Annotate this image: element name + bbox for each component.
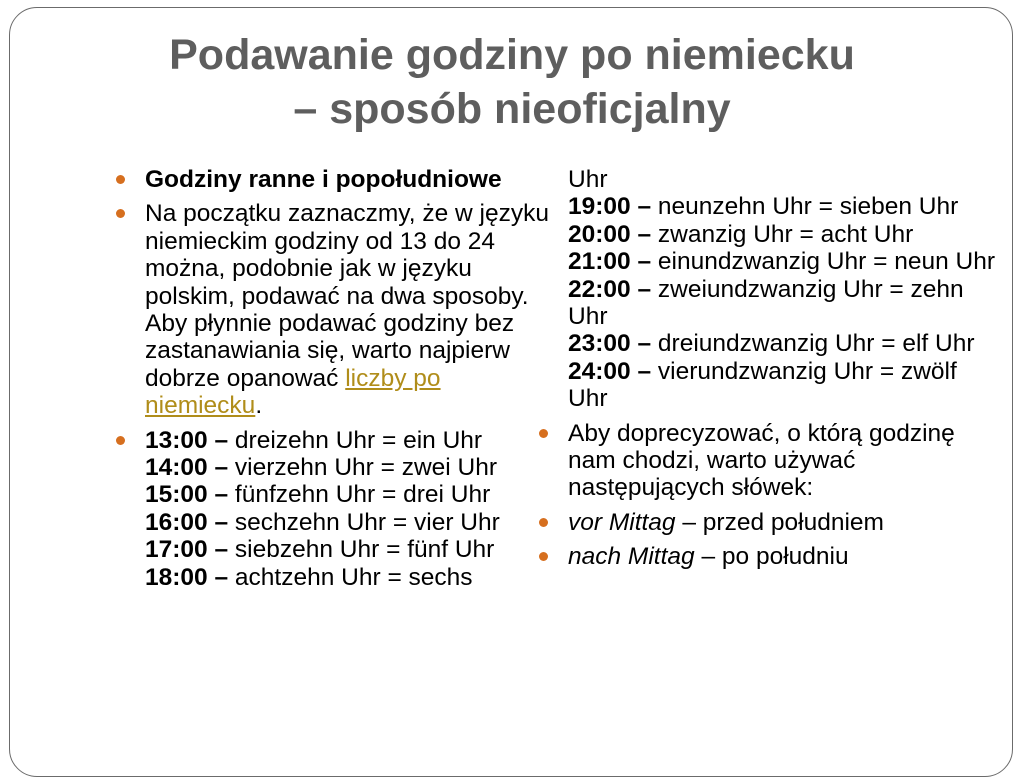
time-line	[568, 330, 1003, 357]
time-line	[568, 193, 1003, 220]
bullet-dot-icon	[116, 175, 125, 184]
time-value: 15:00 –	[145, 481, 229, 509]
numbers-link[interactable]: liczby po niemiecku	[145, 364, 441, 420]
bullet-dot-icon	[539, 518, 548, 527]
time-line	[145, 564, 550, 591]
time-line	[568, 276, 1003, 331]
time-text: einundzwanzig Uhr = neun Uhr	[651, 248, 995, 276]
bullet-heading	[110, 166, 550, 193]
time-text: neunzehn Uhr = sieben Uhr	[651, 193, 959, 221]
time-text: siebzehn Uhr = fünf Uhr	[228, 536, 495, 564]
bullet-dot-icon	[116, 209, 125, 218]
heading-text: Godziny ranne i popołudniowe	[145, 166, 502, 193]
time-value: 19:00 –	[568, 193, 652, 221]
time-value: 23:00 –	[568, 330, 652, 358]
slide-title	[60, 28, 964, 136]
time-text: dreiundzwanzig Uhr = elf Uhr	[651, 330, 975, 358]
time-line	[145, 509, 550, 536]
time-text: zweiundzwanzig Uhr = zehn Uhr	[568, 275, 964, 331]
time-text: vierundzwanzig Uhr = zwölf Uhr	[568, 357, 957, 413]
time-value: 13:00 –	[145, 426, 229, 454]
time-text: zwanzig Uhr = acht Uhr	[651, 220, 914, 248]
time-value: 22:00 –	[568, 275, 652, 303]
bullet-intro	[110, 200, 550, 419]
time-text: fünfzehn Uhr = drei Uhr	[228, 481, 491, 509]
title-line-1: Podawanie godziny po niemiecku	[169, 31, 855, 79]
vor-mittag-term: vor Mittag	[568, 508, 676, 536]
time-text: achtzehn Uhr = sechs	[228, 563, 473, 591]
time-value: 16:00 –	[145, 508, 229, 536]
bullet-dot-icon	[539, 429, 548, 438]
left-column	[110, 166, 550, 598]
time-value: 18:00 –	[145, 563, 229, 591]
time-value: 21:00 –	[568, 248, 652, 276]
time-line	[145, 454, 550, 481]
bullet-dot-icon	[539, 552, 548, 561]
nach-mittag-term: nach Mittag	[568, 543, 695, 571]
continued-text: Uhr	[568, 166, 608, 193]
time-line	[145, 536, 550, 563]
bullet-dot-icon	[116, 436, 125, 445]
bullet-times-left	[110, 427, 550, 591]
time-text: sechzehn Uhr = vier Uhr	[228, 508, 500, 536]
time-text: vierzehn Uhr = zwei Uhr	[228, 454, 498, 482]
title-line-2: – sposób nieoficjalny	[293, 85, 731, 133]
bullet-note	[533, 420, 1003, 502]
intro-text: Na początku zaznaczmy, że w języku niemieckim godziny od 13 do 24 można, podobnie jak w języku polskim, podawać na dwa sposoby. Aby płynnie podawać godziny bez zastanawiania się, warto najpierw dobrze opanować	[145, 200, 549, 392]
time-value: 20:00 –	[568, 220, 652, 248]
times-continued	[533, 166, 1003, 413]
bullet-vor-mittag	[533, 509, 1003, 536]
time-line	[568, 248, 1003, 275]
vor-mittag-def: – przed południem	[675, 508, 884, 536]
time-value: 17:00 –	[145, 536, 229, 564]
time-line	[145, 481, 550, 508]
time-value: 24:00 –	[568, 357, 652, 385]
time-value: 14:00 –	[145, 454, 229, 482]
nach-mittag-def: – po południu	[694, 543, 849, 571]
right-column	[533, 166, 1003, 578]
note-text: Aby doprecyzować, o którą godzinę nam chodzi, warto używać następujących słówek:	[568, 419, 955, 502]
time-line	[145, 427, 550, 454]
time-text: dreizehn Uhr = ein Uhr	[228, 426, 483, 454]
time-line	[568, 358, 1003, 413]
time-line	[568, 221, 1003, 248]
intro-end: .	[255, 392, 263, 420]
bullet-nach-mittag	[533, 543, 1003, 570]
